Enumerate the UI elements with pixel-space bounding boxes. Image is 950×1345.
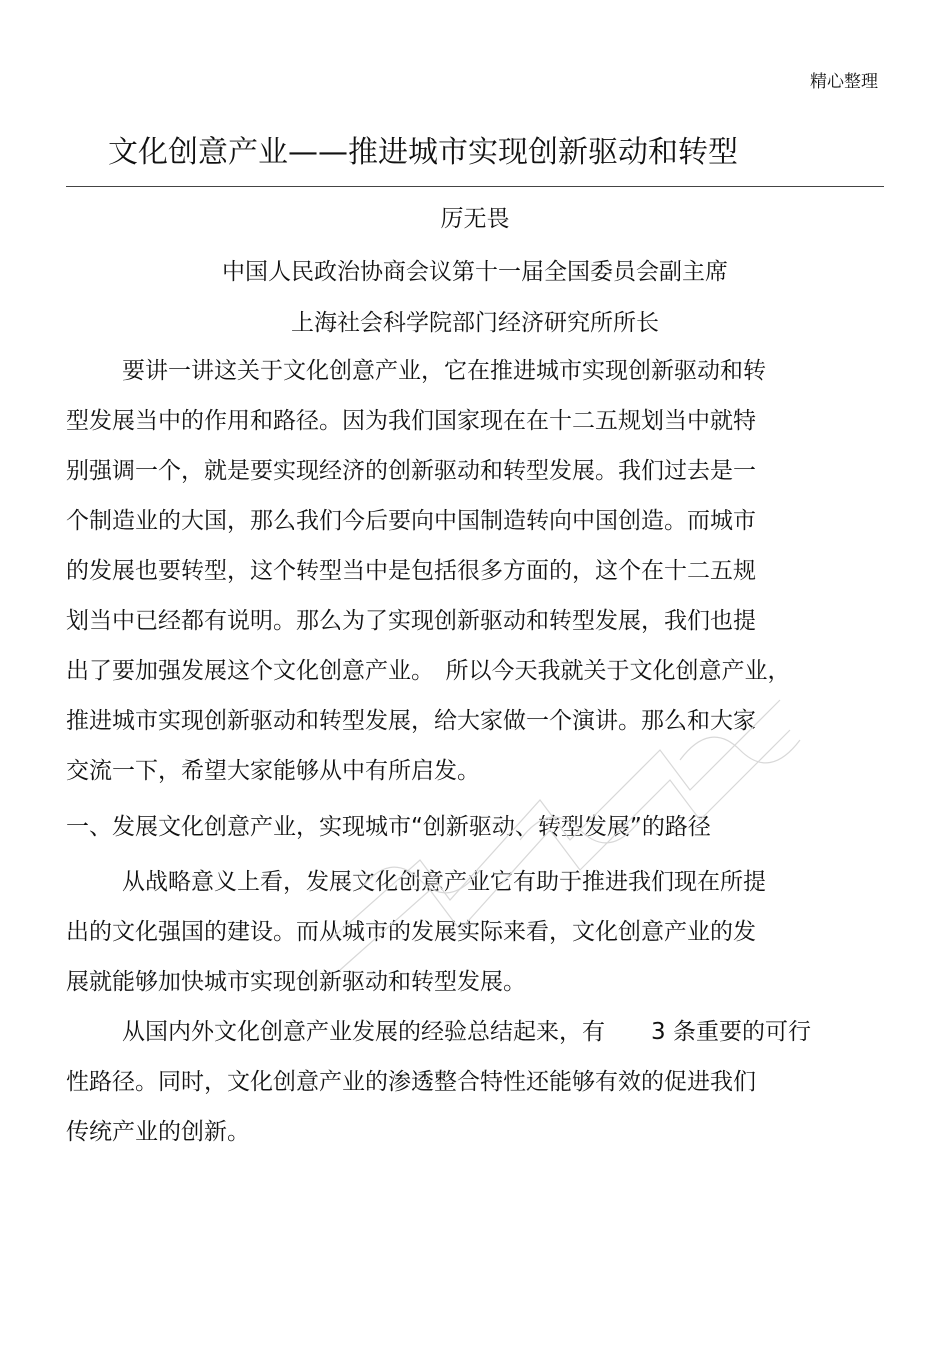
paragraph-line: 出的文化强国的建设。而从城市的发展实际来看，文化创意产业的发 bbox=[66, 919, 756, 945]
intro-paragraph bbox=[66, 346, 886, 796]
paragraph-line: 从战略意义上看，发展文化创意产业它有助于推进我们现在所提 bbox=[122, 869, 766, 895]
paragraph-line: 从国内外文化创意产业发展的经验总结起来，有 3 条重要的可行 bbox=[122, 1019, 811, 1045]
title-rule bbox=[66, 186, 884, 187]
paragraph-line: 别强调一个，就是要实现经济的创新驱动和转型发展。我们过去是一 bbox=[66, 458, 756, 484]
section-heading-text: 一、发展文化创意产业，实现城市“创新驱动、转型发展”的路径 bbox=[66, 814, 711, 840]
affiliation-2: 上海社会科学院部门经济研究所所长 bbox=[291, 310, 659, 336]
paragraph-line: 个制造业的大国，那么我们今后要向中国制造转向中国创造。而城市 bbox=[66, 508, 756, 534]
author-name: 厉无畏 bbox=[440, 206, 510, 232]
paragraph-line: 展就能够加快城市实现创新驱动和转型发展。 bbox=[66, 969, 526, 995]
document-title: 文化创意产业——推进城市实现创新驱动和转型 bbox=[108, 135, 738, 170]
section-heading-1 bbox=[66, 802, 886, 852]
paragraph-line: 型发展当中的作用和路径。因为我们国家现在在十二五规划当中就特 bbox=[66, 408, 756, 434]
affiliation-1: 中国人民政治协商会议第十一届全国委员会副主席 bbox=[222, 259, 728, 285]
header-note: 精心整理 bbox=[810, 72, 878, 92]
paragraph-line: 推进城市实现创新驱动和转型发展，给大家做一个演讲。那么和大家 bbox=[66, 708, 756, 734]
paragraph-line: 划当中已经都有说明。那么为了实现创新驱动和转型发展，我们也提 bbox=[66, 608, 756, 634]
paragraph-line: 出了要加强发展这个文化创意产业。 所以今天我就关于文化创意产业， bbox=[66, 658, 791, 684]
paragraph-line: 交流一下，希望大家能够从中有所启发。 bbox=[66, 758, 480, 784]
paragraph-line: 性路径。同时，文化创意产业的渗透整合特性还能够有效的促进我们 bbox=[66, 1069, 756, 1095]
paragraph-strategy bbox=[66, 857, 886, 1007]
paragraph-line: 要讲一讲这关于文化创意产业，它在推进城市实现创新驱动和转 bbox=[122, 358, 766, 384]
paragraph-line: 的发展也要转型，这个转型当中是包括很多方面的，这个在十二五规 bbox=[66, 558, 756, 584]
paragraph-line: 传统产业的创新。 bbox=[66, 1119, 250, 1145]
paragraph-paths bbox=[66, 1007, 886, 1157]
